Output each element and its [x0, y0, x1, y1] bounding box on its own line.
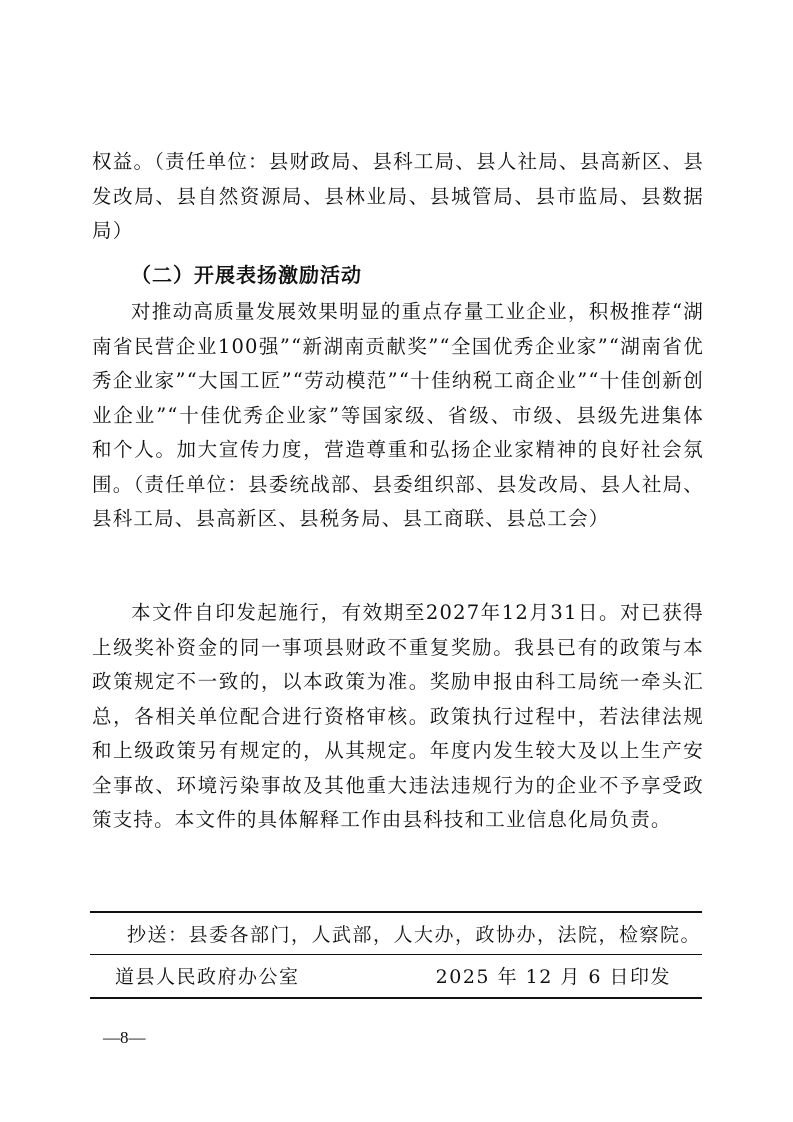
issuing-office: 道县人民政府办公室 [115, 966, 300, 988]
page-number: —8— [103, 1028, 146, 1047]
footer-bottom-rule [90, 997, 702, 999]
cc-recipients: 抄送：县委各部门，人武部，人大办，政协办，法院，检察院。 [127, 924, 702, 946]
footer-middle-rule [90, 954, 702, 955]
paragraph-effective-period: 本文件自印发起施行，有效期至2027年12月31日。对已获得上级奖补资金的同一事项县财政不重复奖励。我县已有的政策与本政策规定不一致的，以本政策为准。奖励申报由科工局统一牵头汇总，各相关单位配合进行资格审核。政策执行过程中，若法律法规和上级政策另有规定的，从其规定。年度内发生较大及以上生产安全事故、环境污染事故及其他重大违法违规行为的企业不予享受政策支持。本文件的具体解释工作由县科技和工业信息化局负责。 [92, 601, 704, 831]
footer-top-rule [90, 911, 702, 913]
section-heading: （二）开展表扬激励活动 [131, 263, 362, 287]
paragraph-responsibility-units: 权益。（责任单位：县财政局、县科工局、县人社局、县高新区、县发改局、县自然资源局、县林业局、县城管局、县市监局、县数据局） [92, 150, 704, 242]
paragraph-recognition-activities: 对推动高质量发展效果明显的重点存量工业企业，积极推荐“湖南省民营企业100强”“新湖南贡献奖”“全国优秀企业家”“湖南省优秀企业家”“大国工匠”“劳动模范”“十佳纳税工商企业”“十佳创新创业企业”“十佳优秀企业家”等国家级、省级、市级、县级先进集体和个人。加大宣传力度，营造尊重和弘扬企业家精神的良好社会氛围。（责任单位：县委统战部、县委组织部、县发改局、县人社局、县科工局、县高新区、县税务局、县工商联、县总工会） [92, 300, 704, 530]
issue-date: 2025 年 12 月 6 日印发 [435, 966, 671, 988]
